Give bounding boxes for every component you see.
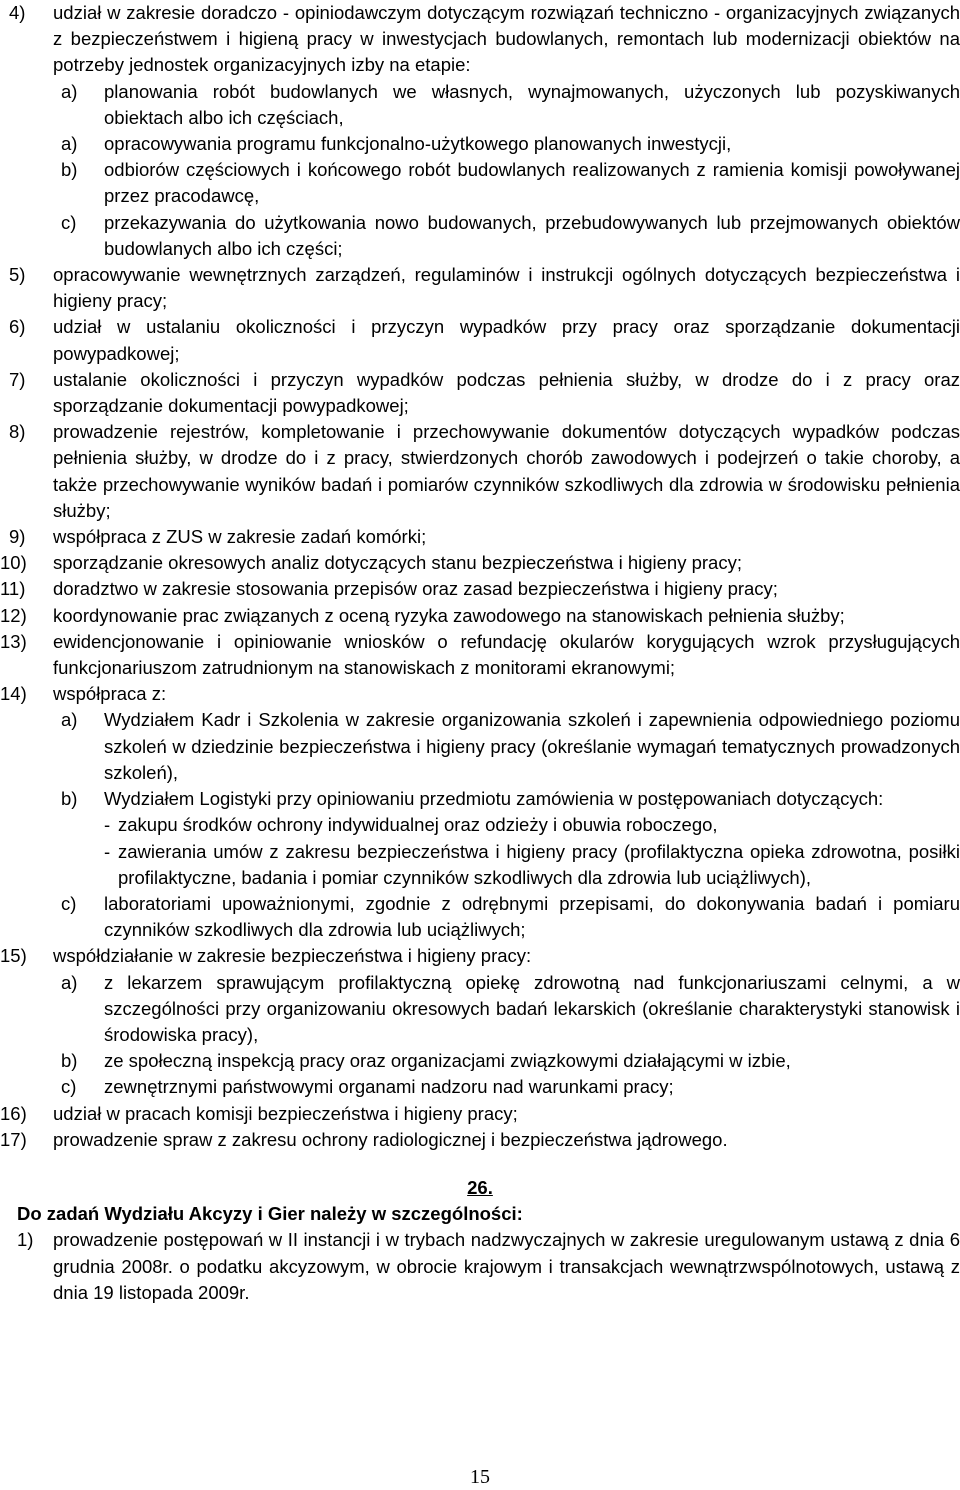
sub-item-letter: a) [61, 133, 78, 155]
item-text: prowadzenie spraw z zakresu ochrony radiologicznej i bezpieczeństwa jądrowego. [53, 1128, 728, 1150]
sub-item-text: planowania robót budowlanych we własnych, wynajmowanych, użyczonych lub pozyskiwanych obiektach albo ich częściach, [104, 80, 960, 128]
sub-item-text: odbiorów częściowych i końcowego robót budowlanych realizowanych z ramienia komisji powoływanej przez pracodawcę, [104, 159, 960, 207]
sub-item-letter: a) [61, 971, 78, 993]
sub-item-letter: c) [61, 211, 77, 233]
item-text: ustalanie okoliczności i przyczyn wypadków podczas pełnienia służby, w drodze do i z pracy oraz sporządzanie dokumentacji powypadkowej; [53, 368, 960, 417]
sub-item-text: ze społeczną inspekcją pracy oraz organizacjami związkowymi działającymi w izbie, [104, 1050, 791, 1072]
item-number: 17) [0, 1128, 27, 1150]
dash-marker: - [104, 840, 111, 862]
item-text: udział w ustalaniu okoliczności i przyczyn wypadków przy pracy oraz sporządzanie dokumentacji powypadkowej; [53, 316, 960, 364]
sub-item-letter: b) [61, 788, 78, 810]
dash-text: zawierania umów z zakresu bezpieczeństwa i higieny pracy (profilaktyczna opieka zdrowotna, posiłki profilaktyczne, badania i pomiar czynników szkodliwych dla zdrowia lub uciążliwych), [118, 840, 960, 888]
list-item [0, 314, 960, 366]
sub-item [0, 210, 960, 262]
list-item [0, 629, 960, 681]
list-item [0, 1127, 960, 1153]
item-text: współpraca z: [53, 683, 167, 705]
sub-item-text: zewnętrznymi państwowymi organami nadzoru nad warunkami pracy; [104, 1076, 674, 1098]
list-item [0, 262, 960, 314]
sub-item-text: laboratoriami upoważnionymi, zgodnie z odrębnymi przepisami, do dokonywania badań i pomiaru czynników szkodliwych dla zdrowia lub uciążliwych; [104, 892, 960, 941]
sub-item [0, 970, 960, 1049]
item-number: 12) [0, 604, 27, 626]
item-number: 7) [9, 368, 26, 390]
item-text: opracowywanie wewnętrznych zarządzeń, regulaminów i instrukcji ogólnych dotyczących bezpieczeństwa i higieny pracy; [53, 264, 960, 312]
sub-item-text: z lekarzem sprawującym profilaktyczną opiekę zdrowotną nad funkcjonariuszami celnymi, a w szczególności przy organizowaniu okresowych badań lekarskich (określanie charakterystyki stanowisk i środowiska pracy), [104, 971, 960, 1045]
item-number: 1) [17, 1229, 34, 1251]
sub-item [0, 79, 960, 131]
sub-item-text: przekazywania do użytkowania nowo budowanych, przebudowywanych lub przejmowanych obiektów budowlanych albo ich części; [104, 211, 960, 259]
dash-item [0, 812, 960, 838]
sub-item-text: Wydziałem Kadr i Szkolenia w zakresie organizowania szkoleń i zapewnienia odpowiedniego poziomu szkoleń w dziedzinie bezpieczeństwa i higieny pracy (określanie wymagań tematycznych prowadzonych szkoleń), [104, 709, 960, 783]
sub-item [0, 1074, 960, 1100]
item-number: 5) [9, 264, 26, 286]
item-text: prowadzenie postępowań w II instancji i w trybach nadzwyczajnych w zakresie uregulowanym ustawą z dnia 6 grudnia 2008r. o podatku akcyzowym, w obrocie krajowym i transakcjach wewnątrzwspólnotowych, ustawą z dnia 19 listopada 2009r. [53, 1229, 960, 1303]
item-number: 16) [0, 1102, 27, 1124]
section-heading [0, 1175, 960, 1201]
item-number: 13) [0, 630, 27, 652]
sub-item [0, 891, 960, 943]
item-text: udział w pracach komisji bezpieczeństwa i higieny pracy; [53, 1102, 518, 1124]
dash-marker: - [104, 814, 111, 836]
list-item [0, 419, 960, 524]
list-item [0, 603, 960, 629]
list-item [0, 943, 960, 969]
item-text: ewidencjonowanie i opiniowanie wniosków o refundację okularów korygujących wzrok przysługujących funkcjonariuszom zatrudnionym na stanowiskach z monitorami ekranowymi; [53, 630, 960, 679]
sub-item-letter: b) [61, 1050, 78, 1072]
list-item [0, 1101, 960, 1127]
list-item [0, 550, 960, 576]
item-text: sporządzanie okresowych analiz dotyczących stanu bezpieczeństwa i higieny pracy; [53, 552, 742, 574]
sub-item-letter: b) [61, 159, 78, 181]
item-text: współdziałanie w zakresie bezpieczeństwa i higieny pracy: [53, 945, 532, 967]
list-item [0, 681, 960, 707]
sub-item-letter: a) [61, 709, 78, 731]
item-number: 14) [0, 683, 27, 705]
item-number: 11) [0, 578, 26, 600]
page-number: 15 [470, 1466, 490, 1488]
item-number: 6) [9, 316, 26, 338]
section-number: 26. [467, 1176, 493, 1198]
item-number: 4) [9, 2, 26, 23]
list-item [0, 576, 960, 602]
sub-item-letter: c) [61, 892, 77, 914]
sub-item-letter: a) [61, 80, 78, 102]
sub-item [0, 1048, 960, 1074]
list-item [0, 524, 960, 550]
dash-text: zakupu środków ochrony indywidualnej oraz odzieży i obuwia roboczego, [118, 814, 718, 836]
section-title: Do zadań Wydziału Akcyzy i Gier należy w szczególności: [17, 1203, 523, 1225]
list-item [0, 367, 960, 419]
dash-item [0, 839, 960, 891]
sub-item-text: opracowywania programu funkcjonalno-użytkowego planowanych inwestycji, [104, 133, 732, 155]
item-text: współpraca z ZUS w zakresie zadań komórki; [53, 526, 427, 548]
sub-item [0, 786, 960, 812]
item-text: doradztwo w zakresie stosowania przepisów oraz zasad bezpieczeństwa i higieny pracy; [53, 578, 778, 600]
item-number: 10) [0, 552, 27, 574]
sub-item-letter: c) [61, 1076, 77, 1098]
item-number: 8) [9, 421, 26, 443]
list-item [0, 0, 960, 79]
sub-item [0, 707, 960, 786]
item-text: koordynowanie prac związanych z oceną ryzyka zawodowego na stanowiskach pełnienia służby; [53, 604, 845, 626]
item-number: 15) [0, 945, 27, 967]
item-text: prowadzenie rejestrów, kompletowanie i przechowywanie dokumentów dotyczących wypadków podczas pełnienia służby, w drodze do i z pracy, stwierdzonych chorób zawodowych i podejrzeń o takie choroby, a także przechowywanie wyników badań i pomiarów czynników szkodliwych dla zdrowia w środowisku pełnienia służby; [53, 421, 960, 521]
item-text: udział w zakresie doradczo - opiniodawczym dotyczącym rozwiązań techniczno - organizacyjnych związanych z bezpieczeństwem i higieną pracy w inwestycjach budowlanych, remontach lub modernizacji obiektów na potrzeby jednostek organizacyjnych izby na etapie: [53, 2, 960, 76]
sub-item [0, 157, 960, 209]
section-list-item [0, 1227, 960, 1306]
sub-item-text: Wydziałem Logistyki przy opiniowaniu przedmiotu zamówienia w postępowaniach dotyczących: [104, 788, 884, 810]
item-number: 9) [9, 526, 26, 548]
sub-item [0, 131, 960, 157]
